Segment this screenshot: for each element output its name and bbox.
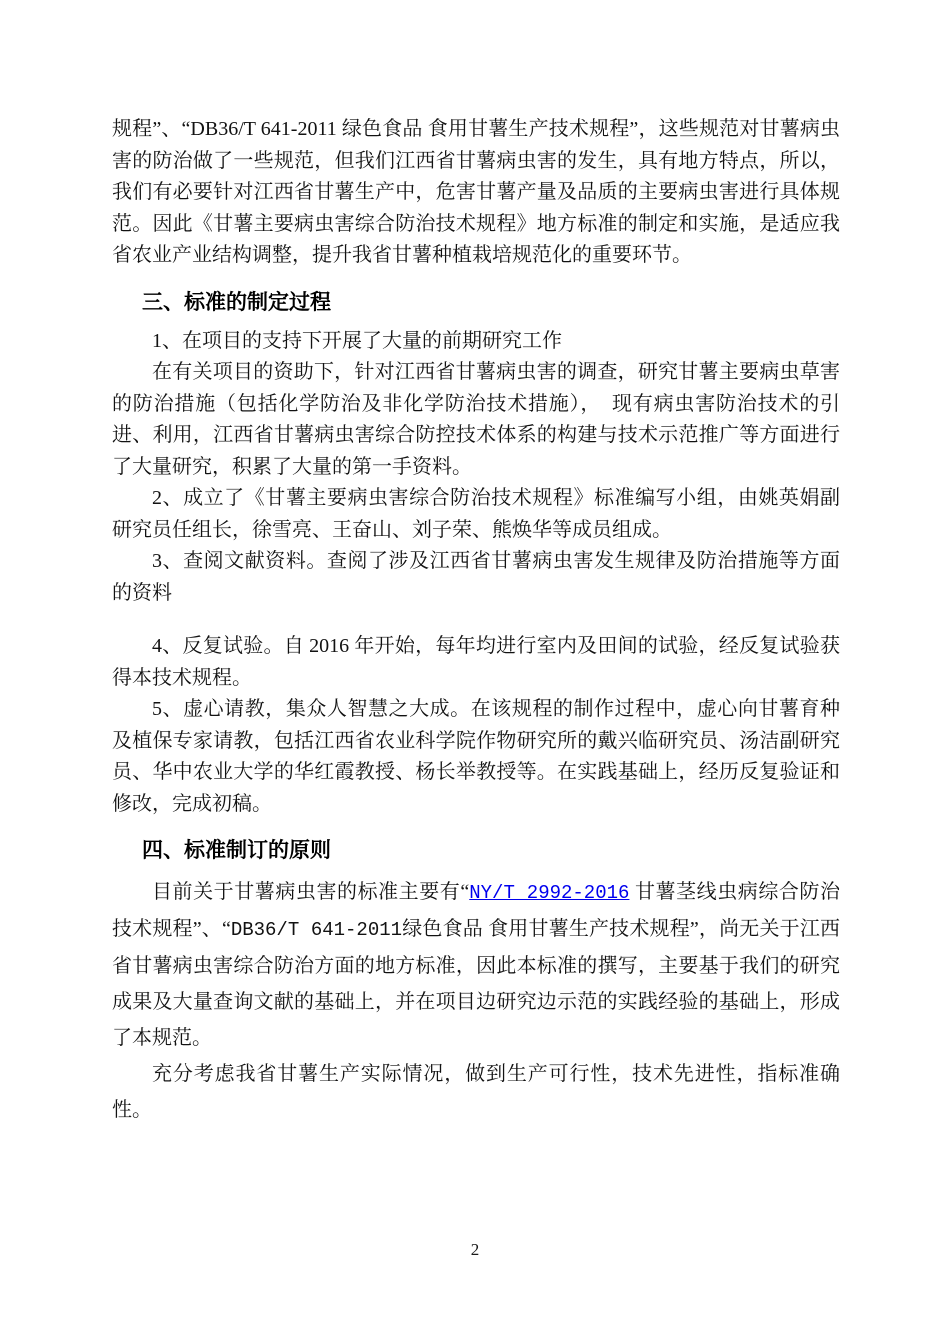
section-heading-4: 四、标准制订的原则 xyxy=(142,839,331,862)
section-3 xyxy=(112,326,840,821)
page-footer xyxy=(0,1240,950,1260)
text-after-code: 绿色食品 食用甘薯生产技术规程”，尚无关于江西省甘薯病虫害综合防治方面的地方标准，因此本标准的撰写，主要基于我们的研究成果及大量查询文献的基础上，并在项目边研究边示范的实践经验的基础上，形成了本规范。 xyxy=(112,918,840,1049)
text-after-link: 甘薯茎线虫病综合防治技术规程”、“ xyxy=(112,881,840,940)
standard-hyperlink[interactable]: NY/T 2992-2016 xyxy=(469,882,630,904)
page-number: 2 xyxy=(470,1240,480,1259)
section-heading-3: 三、标准的制定过程 xyxy=(142,290,331,314)
paragraph-research-details: 在有关项目的资助下，针对江西省甘薯病虫害的调查，研究甘薯主要病虫草害的防治措施（包括化学防治及非化学防治技术措施）， 现有病虫害防治技术的引进、利用，江西省甘薯病虫害综合防控技术体系的构建与技术示范推广等方面进行了大量研究，积累了大量的第一手资料。 xyxy=(112,361,840,478)
paragraph-literature-review: 3、查阅文献资料。查阅了涉及江西省甘薯病虫害发生规律及防治措施等方面的资料 xyxy=(112,550,840,604)
standard-code-text: DB36/T 641-2011 xyxy=(230,919,403,941)
paragraph-existing-standards xyxy=(112,874,840,1056)
paragraph-feasibility: 充分考虑我省甘薯生产实际情况，做到生产可行性，技术先进性，指标准确性。 xyxy=(112,1063,840,1121)
intro-paragraph: 规程”、“DB36/T 641-2011 绿色食品 食用甘薯生产技术规程”，这些规范对甘薯病虫害的防治做了一些规范，但我们江西省甘薯病虫害的发生，具有地方特点，所以，我们有必要针对江西省甘薯生产中，危害甘薯产量及品质的主要病虫害进行具体规范。因此《甘薯主要病虫害综合防治技术规程》地方标准的制定和实施，是适应我省农业产业结构调整，提升我省甘薯种植栽培规范化的重要环节。 xyxy=(112,118,840,266)
paragraph-writing-group: 2、成立了《甘薯主要病虫害综合防治技术规程》标准编写小组，由姚英娟副研究员任组长，徐雪亮、王奋山、刘子荣、熊焕华等成员组成。 xyxy=(112,487,840,541)
paragraph-preliminary-research: 1、在项目的支持下开展了大量的前期研究工作 xyxy=(152,329,562,352)
text-before-link: 目前关于甘薯病虫害的标准主要有“ xyxy=(152,881,470,903)
paragraph-expert-consultation: 5、虚心请教，集众人智慧之大成。在该规程的制作过程中，虚心向甘薯育种及植保专家请教，包括江西省农业科学院作物研究所的戴兴临研究员、汤洁副研究员、华中农业大学的华红霞教授、杨长举教授等。在实践基础上，经历反复验证和修改，完成初稿。 xyxy=(112,698,840,815)
paragraph-repeated-tests: 4、反复试验。自 2016 年开始，每年均进行室内及田间的试验，经反复试验获得本技术规程。 xyxy=(112,635,840,689)
section-4 xyxy=(112,874,840,1128)
blank-line xyxy=(112,609,840,631)
